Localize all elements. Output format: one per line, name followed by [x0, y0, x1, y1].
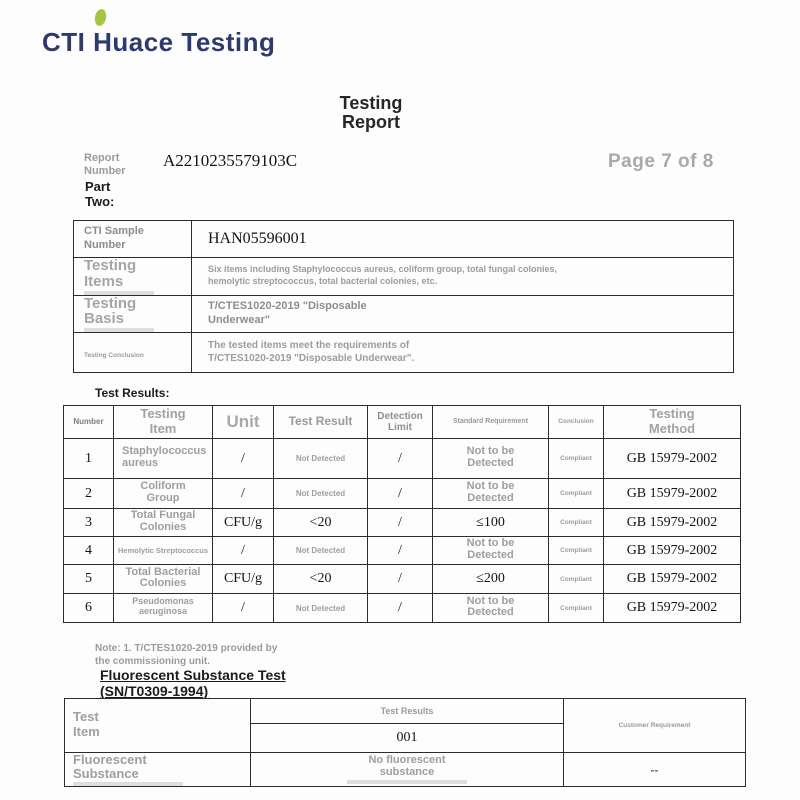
test-results-heading: Test Results:	[95, 386, 170, 400]
results-header-row	[64, 406, 741, 439]
cell-item-text: Total Bacterial Colonies	[125, 565, 201, 590]
cell-test-result: Not Detected	[274, 439, 368, 479]
cell-number: 1	[64, 439, 114, 479]
col-header-text: Testing Method	[648, 406, 696, 436]
col-header-text: Testing Item	[140, 406, 186, 436]
cell-conclusion: Compliant	[549, 594, 604, 623]
fluorescent-substance-label: Fluorescent Substance	[73, 753, 183, 786]
cell-number: 4	[64, 537, 114, 565]
info-value-testing-items	[192, 258, 734, 296]
col-header-test-result: Test Result	[274, 406, 368, 439]
cell-requirement-text: Not to be Detected	[466, 537, 515, 561]
info-label: Testing Items	[84, 258, 154, 295]
cell-standard-requirement	[433, 537, 549, 565]
cell-testing-method: GB 15979-2002	[604, 439, 741, 479]
col-header-detection-limit	[368, 406, 433, 439]
cell-number: 6	[64, 594, 114, 623]
cell-conclusion: Compliant	[549, 537, 604, 565]
cell-test-result: <20	[274, 509, 368, 537]
fluorescent-result-cell	[251, 753, 564, 787]
note-text: Note: 1. T/CTES1020-2019 provided by the commissioning unit.	[95, 643, 278, 667]
result-row	[64, 537, 741, 565]
cell-testing-item	[114, 565, 213, 594]
cell-number: 5	[64, 565, 114, 594]
cell-test-result: Not Detected	[274, 594, 368, 623]
col-header-conclusion: Conclusion	[549, 406, 604, 439]
cell-item-text: Pseudomonas aeruginosa	[132, 596, 194, 616]
info-label: CTI Sample Number	[84, 225, 144, 251]
info-row-testing-basis	[74, 295, 734, 333]
cell-unit: /	[213, 537, 274, 565]
info-table	[73, 220, 734, 373]
fluorescent-section-heading: Fluorescent Substance Test (SN/T0309-1994)	[100, 667, 286, 699]
cell-conclusion: Compliant	[549, 565, 604, 594]
cell-requirement-text: Not to be Detected	[466, 594, 515, 619]
cell-item-text: Total Fungal Colonies	[130, 509, 196, 533]
cell-test-result: <20	[274, 565, 368, 594]
cell-detection-limit: /	[368, 565, 433, 594]
info-label-cell	[74, 333, 192, 373]
info-row-testing-conclusion	[74, 333, 734, 373]
cell-unit: CFU/g	[213, 509, 274, 537]
info-row-testing-items	[74, 258, 734, 296]
col-header-testing-item	[114, 406, 213, 439]
cell-testing-method: GB 15979-2002	[604, 594, 741, 623]
cell-item-text: Staphylococcus aureus	[122, 445, 207, 469]
cell-standard-requirement: ≤100	[433, 509, 549, 537]
cell-testing-method: GB 15979-2002	[604, 537, 741, 565]
results-table	[63, 405, 741, 623]
cell-unit: /	[213, 439, 274, 479]
cell-test-result: Not Detected	[274, 479, 368, 509]
cell-detection-limit: /	[368, 439, 433, 479]
col-header-unit: Unit	[213, 406, 274, 439]
result-row	[64, 479, 741, 509]
cell-standard-requirement: ≤200	[433, 565, 549, 594]
cell-testing-method: GB 15979-2002	[604, 479, 741, 509]
info-value-testing-basis	[192, 295, 734, 333]
result-row	[64, 565, 741, 594]
cell-detection-limit: /	[368, 479, 433, 509]
fluorescent-header-row	[65, 699, 746, 724]
col-header-number: Number	[64, 406, 114, 439]
cell-detection-limit: /	[368, 594, 433, 623]
info-label: Testing Basis	[84, 296, 154, 333]
info-value-text: Six items including Staphylococcus aureus, coliform group, total fungal colonies, hemolytic streptococcus, total bacterial colonies, etc.	[208, 264, 558, 287]
report-number-label: Report Number	[84, 152, 126, 177]
sample-id-cell: 001	[251, 724, 564, 753]
cell-number: 2	[64, 479, 114, 509]
cell-conclusion: Compliant	[549, 509, 604, 537]
col-header-testing-method	[604, 406, 741, 439]
cell-testing-item	[114, 594, 213, 623]
cell-conclusion: Compliant	[549, 439, 604, 479]
cell-testing-item	[114, 479, 213, 509]
cell-unit: CFU/g	[213, 565, 274, 594]
part-two-label: Part Two:	[85, 179, 115, 209]
logo-dot-icon	[93, 8, 107, 27]
test-results-header-cell: Test Results	[251, 699, 564, 724]
info-value-text: T/CTES1020-2019 "Disposable Underwear"	[208, 299, 367, 326]
col-header-text: Detection Limit	[377, 410, 423, 433]
cell-testing-method: GB 15979-2002	[604, 565, 741, 594]
customer-requirement-header-cell: Customer Requirement	[564, 699, 746, 753]
result-row	[64, 509, 741, 537]
cell-standard-requirement	[433, 479, 549, 509]
info-value-testing-conclusion	[192, 333, 734, 373]
col-header-standard-requirement: Standard Requirement	[433, 406, 549, 439]
brand-logo: CTI Huace Testing	[42, 27, 276, 57]
cell-unit: /	[213, 479, 274, 509]
cell-requirement-text: Not to be Detected	[466, 480, 515, 504]
cell-number: 3	[64, 509, 114, 537]
result-row	[64, 439, 741, 479]
result-row	[64, 594, 741, 623]
customer-requirement-value-cell: --	[564, 753, 746, 787]
cell-requirement-text: Not to be Detected	[466, 445, 515, 469]
cell-detection-limit: /	[368, 509, 433, 537]
info-value-text: The tested items meet the requirements of T/CTES1020-2019 "Disposable Underwear".	[208, 340, 415, 364]
info-label-cell	[74, 295, 192, 333]
report-number-value: A2210235579103C	[163, 151, 298, 170]
test-item-label: Test Item	[73, 709, 100, 739]
info-value-sample-number: HAN05596001	[192, 221, 734, 258]
cell-standard-requirement	[433, 594, 549, 623]
page-title: Testing Report	[339, 93, 403, 133]
cell-unit: /	[213, 594, 274, 623]
cell-testing-method: GB 15979-2002	[604, 509, 741, 537]
fluorescent-substance-label-cell	[65, 753, 251, 787]
cell-item-text: Coliform Group	[140, 480, 186, 504]
cell-standard-requirement	[433, 439, 549, 479]
fluorescent-result-row	[65, 753, 746, 787]
info-label-cell	[74, 221, 192, 258]
fluorescent-result-text: No fluorescent substance	[347, 755, 467, 784]
cell-detection-limit: /	[368, 537, 433, 565]
cell-testing-item	[114, 439, 213, 479]
page-indicator: Page 7 of 8	[608, 151, 714, 172]
cell-conclusion: Compliant	[549, 479, 604, 509]
info-row-sample-number	[74, 221, 734, 258]
test-item-label-cell	[65, 699, 251, 753]
info-label-cell	[74, 258, 192, 296]
fluorescent-table	[64, 698, 746, 787]
info-label: Testing Conclusion	[84, 351, 144, 359]
cell-testing-item	[114, 509, 213, 537]
cell-testing-item: Hemolytic Streptococcus	[114, 537, 213, 565]
cell-test-result: Not Detected	[274, 537, 368, 565]
